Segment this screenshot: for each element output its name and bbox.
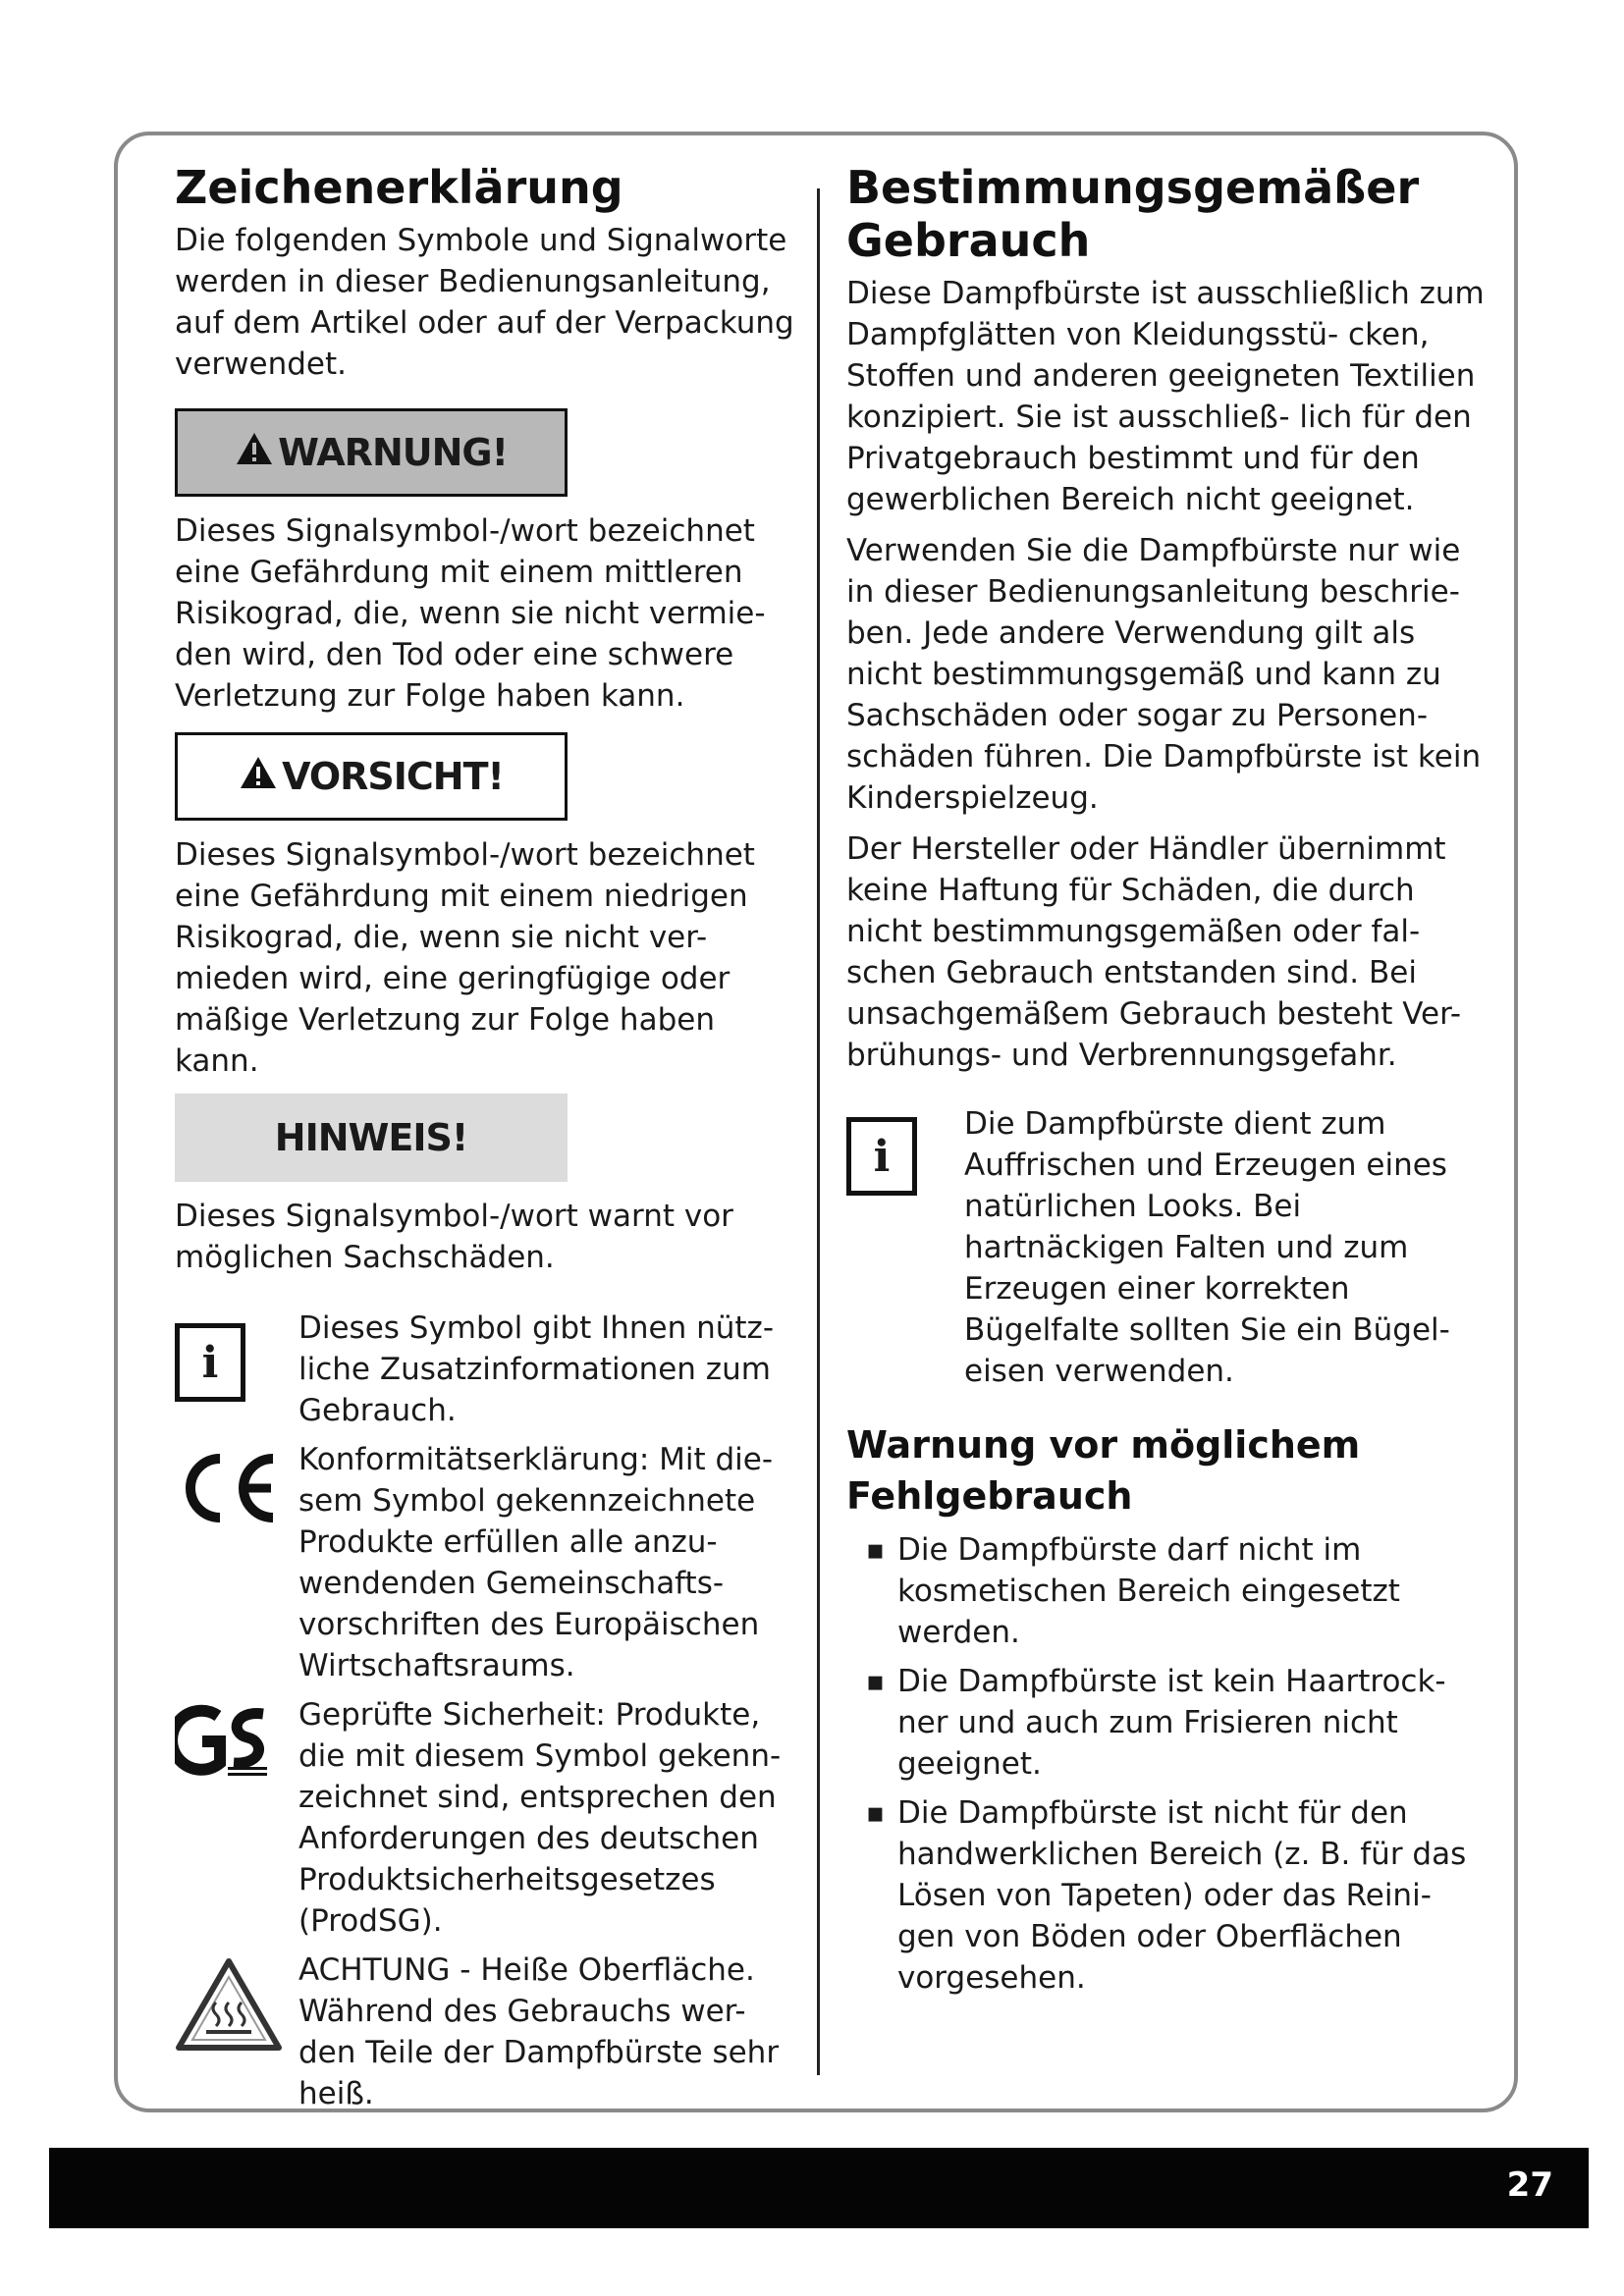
- list-item: ▪ Die Dampfbürste ist kein Haartrock- ner und auch zum Frisieren nicht geeignet.: [846, 1661, 1485, 1785]
- info-note-text: Die Dampfbürste dient zum Auffrischen und Erzeugen eines natürlichen Looks. Bei hartnäckigen Falten und zum Erzeugen einer korrekten Bügelfalte sollten Sie ein Bügel- eisen verwenden.: [964, 1106, 1450, 1389]
- info-icon: i: [175, 1323, 245, 1402]
- page-number: 27: [1506, 2165, 1553, 2205]
- warning-triangle-icon: [235, 431, 274, 475]
- warning-description: Dieses Signalsymbol-/wort bezeichnet eine Gefährdung mit einem mittleren Risikograd, die, wenn sie nicht vermie- den wird, den Tod oder eine schwere Verletzung zur Folge haben kann.: [175, 513, 766, 714]
- warning-signal-box: [175, 408, 568, 497]
- right-column: [846, 161, 1485, 2006]
- gs-mark-icon: [175, 1702, 273, 1794]
- info-note-row: [846, 1103, 1485, 1392]
- left-column: [175, 161, 803, 2114]
- gs-symbol-row: [175, 1694, 803, 1942]
- caution-description: Dieses Signalsymbol-/wort bezeichnet eine Gefährdung mit einem niedrigen Risikograd, die, wenn sie nicht ver- mieden wird, eine geringfügige oder mäßige Verletzung zur Folge haben kann.: [175, 837, 755, 1079]
- bullet-icon: ▪: [866, 1533, 885, 1566]
- caution-label: VORSICHT!: [282, 755, 504, 798]
- intro-text: Die folgenden Symbole und Signalworte werden in dieser Bedienungsanleitung, auf dem Artikel oder auf der Verpackung verwendet.: [175, 223, 794, 382]
- note-signal-box: [175, 1094, 568, 1182]
- info-symbol-text: Dieses Symbol gibt Ihnen nütz- liche Zusatzinformationen zum Gebrauch.: [298, 1310, 775, 1428]
- column-divider: [817, 188, 820, 2075]
- intended-use-para-2: Verwenden Sie die Dampfbürste nur wie in dieser Bedienungsanleitung beschrie- ben. Jede andere Verwendung gilt als nicht bestimmungsgemäß und kann zu Sachschäden oder sogar zu Personen- schäden führen. Die Dampfbürste ist kein Kinderspielzeug.: [846, 533, 1482, 816]
- misuse-list: [846, 1529, 1485, 1999]
- list-item: ▪ Die Dampfbürste ist nicht für den handwerklichen Bereich (z. B. für das Lösen von Tapeten) oder das Reini- gen von Böden oder Oberflächen vorgesehen.: [846, 1792, 1485, 1999]
- hot-surface-text: ACHTUNG - Heiße Oberfläche. Während des Gebrauchs wer- den Teile der Dampfbürste sehr heiß.: [298, 1952, 780, 2111]
- ce-mark-icon: [175, 1449, 283, 1531]
- hot-surface-icon: [175, 1955, 283, 2057]
- intended-use-para-1: Diese Dampfbürste ist ausschließlich zum Dampfglätten von Kleidungsstü- cken, Stoffen und anderen geeigneten Textilien konzipiert. Sie ist ausschließ- lich für den Privatgebrauch bestimmt und für den gewerblichen Bereich nicht geeignet.: [846, 276, 1485, 517]
- caution-signal-box: [175, 732, 568, 821]
- bullet-icon: ▪: [866, 1665, 885, 1697]
- footer-bar: [49, 2148, 1589, 2228]
- intended-use-para-3: Der Hersteller oder Händler übernimmt keine Haftung für Schäden, die durch nicht bestimmungsgemäßen oder fal- schen Gebrauch entstanden sind. Bei unsachgemäßem Gebrauch besteht Ver- brühungs- und Verbrennungsgefahr.: [846, 831, 1462, 1073]
- gs-symbol-text: Geprüfte Sicherheit: Produkte, die mit diesem Symbol gekenn- zeichnet sind, entsprechen den Anforderungen des deutschen Produktsicherheitsgesetzes (ProdSG).: [298, 1697, 782, 1939]
- list-item: ▪ Die Dampfbürste darf nicht im kosmetischen Bereich eingesetzt werden.: [846, 1529, 1485, 1653]
- info-icon: i: [846, 1117, 917, 1196]
- bullet-icon: ▪: [866, 1796, 885, 1829]
- hot-surface-row: [175, 1949, 803, 2114]
- ce-symbol-row: [175, 1439, 803, 1686]
- section-heading-legend: Zeichenerklärung: [175, 161, 623, 214]
- warning-label: WARNUNG!: [278, 431, 508, 474]
- warning-triangle-icon: [239, 755, 278, 799]
- section-heading-intended-use: Bestimmungsgemäßer Gebrauch: [846, 161, 1420, 267]
- misuse-heading: Warnung vor möglichem Fehlgebrauch: [846, 1423, 1361, 1518]
- info-symbol-row: [175, 1308, 803, 1431]
- note-label: HINWEIS!: [274, 1116, 468, 1159]
- ce-symbol-text: Konformitätserklärung: Mit die- sem Symbol gekennzeichnete Produkte erfüllen alle anzu- wendenden Gemeinschafts- vorschriften des Europäischen Wirtschaftsraums.: [298, 1442, 774, 1683]
- note-description: Dieses Signalsymbol-/wort warnt vor möglichen Sachschäden.: [175, 1199, 733, 1275]
